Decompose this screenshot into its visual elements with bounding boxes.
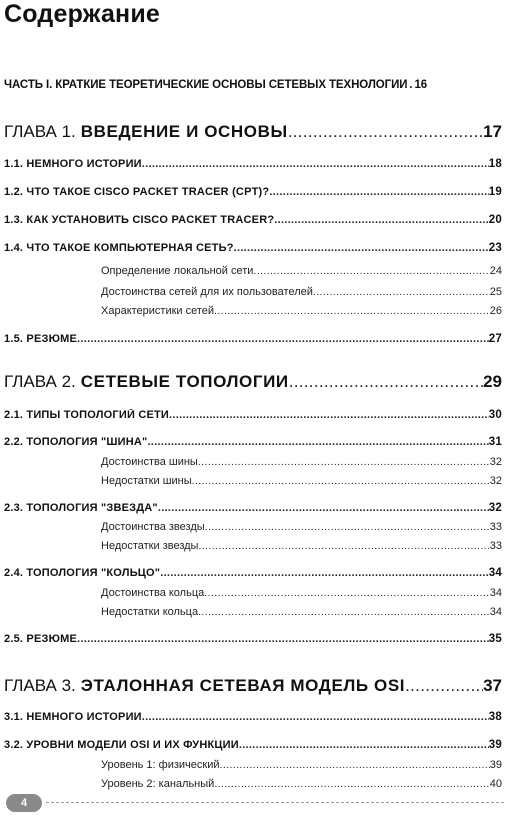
section-label: 2.1. ТИПЫ ТОПОЛОГИЙ СЕТИ xyxy=(4,409,170,421)
section-page: 34 xyxy=(488,567,502,579)
toc-section-1-2[interactable] xyxy=(4,186,502,198)
subsection-page: 24 xyxy=(489,265,502,277)
subsection-page: 39 xyxy=(489,759,502,771)
dot-leader xyxy=(160,567,489,579)
dot-leader xyxy=(142,711,489,723)
subsection-label: Недостатки кольца xyxy=(101,606,199,618)
toc-subsection[interactable] xyxy=(101,606,502,618)
subsection-page: 25 xyxy=(489,286,502,298)
dot-leader xyxy=(214,305,490,317)
section-page: 31 xyxy=(488,436,502,448)
subsection-label: Определение локальной сети xyxy=(101,265,254,277)
subsection-page: 40 xyxy=(489,778,502,790)
section-label: 1.3. КАК УСТАНОВИТЬ CISCO PACKET TRACER? xyxy=(4,214,275,226)
dot-leader xyxy=(274,214,489,226)
toc-section-2-4[interactable] xyxy=(4,567,502,579)
toc-chapter-1[interactable] xyxy=(4,122,502,142)
toc-section-2-1[interactable] xyxy=(4,409,502,421)
dot-leader xyxy=(253,265,489,277)
dot-leader xyxy=(220,759,490,771)
section-label: 2.4. ТОПОЛОГИЯ "КОЛЬЦО" xyxy=(4,567,161,579)
chapter-page: 17 xyxy=(483,122,502,141)
section-label: 2.3. ТОПОЛОГИЯ "ЗВЕЗДА" xyxy=(4,502,158,514)
dot-leader xyxy=(234,242,489,254)
dot-leader xyxy=(313,286,490,298)
chapter-prefix: ГЛАВА 3. xyxy=(4,676,76,695)
toc-subsection[interactable] xyxy=(101,540,502,552)
dot-leader xyxy=(269,186,488,198)
subsection-page: 33 xyxy=(489,540,502,552)
page-footer xyxy=(0,792,508,814)
chapter-prefix: ГЛАВА 2. xyxy=(4,372,76,391)
dot-leader xyxy=(142,158,489,170)
section-page: 27 xyxy=(488,333,502,345)
toc-section-2-5[interactable] xyxy=(4,633,502,645)
subsection-label: Характеристики сетей xyxy=(101,305,215,317)
toc-part-entry[interactable] xyxy=(4,79,502,91)
subsection-label: Недостатки звезды xyxy=(101,540,199,552)
dot-leader xyxy=(77,333,489,345)
subsection-page: 33 xyxy=(489,521,502,533)
section-label: 3.1. НЕМНОГО ИСТОРИИ xyxy=(4,711,142,723)
section-label: 1.5. РЕЗЮМЕ xyxy=(4,333,78,345)
toc-subsection[interactable] xyxy=(101,265,502,277)
section-label: 2.5. РЕЗЮМЕ xyxy=(4,633,78,645)
toc-chapter-3[interactable] xyxy=(4,676,502,696)
dot-leader xyxy=(289,372,483,392)
toc-subsection[interactable] xyxy=(101,778,502,790)
section-label: 2.2. ТОПОЛОГИЯ "ШИНА" xyxy=(4,436,148,448)
part-page: 16 xyxy=(414,79,428,91)
chapter-page: 29 xyxy=(483,372,502,391)
footer-divider xyxy=(46,802,504,803)
toc-section-3-2[interactable] xyxy=(4,739,502,751)
subsection-label: Достоинства шины xyxy=(101,456,198,468)
section-page: 20 xyxy=(488,214,502,226)
dot-leader xyxy=(198,540,489,552)
dot-leader xyxy=(239,739,489,751)
section-page: 19 xyxy=(488,186,502,198)
dot-leader xyxy=(405,676,483,696)
dot-leader xyxy=(198,606,490,618)
toc-subsection[interactable] xyxy=(101,587,502,599)
page-title: Содержание xyxy=(4,0,161,28)
section-label: 1.4. ЧТО ТАКОЕ КОМПЬЮТЕРНАЯ СЕТЬ? xyxy=(4,242,234,254)
section-label: 1.1. НЕМНОГО ИСТОРИИ xyxy=(4,158,142,170)
section-page: 35 xyxy=(488,633,502,645)
chapter-page: 37 xyxy=(483,676,502,695)
dot-leader xyxy=(169,409,489,421)
dot-leader xyxy=(147,436,488,448)
toc-subsection[interactable] xyxy=(101,521,502,533)
subsection-page: 32 xyxy=(489,475,502,487)
toc-section-1-1[interactable] xyxy=(4,158,502,170)
chapter-title: ВВЕДЕНИЕ И ОСНОВЫ xyxy=(80,122,288,141)
toc-section-1-4[interactable] xyxy=(4,242,502,254)
dot-leader xyxy=(214,778,489,790)
subsection-page: 34 xyxy=(489,587,502,599)
toc-subsection[interactable] xyxy=(101,286,502,298)
toc-section-2-3[interactable] xyxy=(4,502,502,514)
chapter-title: СЕТЕВЫЕ ТОПОЛОГИИ xyxy=(80,372,289,391)
dot-leader xyxy=(158,502,489,514)
section-page: 18 xyxy=(488,158,502,170)
chapter-prefix: ГЛАВА 1. xyxy=(4,122,76,141)
subsection-page: 34 xyxy=(489,606,502,618)
toc-section-1-5[interactable] xyxy=(4,333,502,345)
section-page: 30 xyxy=(488,409,502,421)
section-page: 23 xyxy=(488,242,502,254)
section-page: 38 xyxy=(488,711,502,723)
subsection-page: 26 xyxy=(489,305,502,317)
toc-subsection[interactable] xyxy=(101,475,502,487)
toc-section-3-1[interactable] xyxy=(4,711,502,723)
section-page: 39 xyxy=(488,739,502,751)
dot-leader xyxy=(192,475,490,487)
section-page: 32 xyxy=(488,502,502,514)
subsection-page: 32 xyxy=(489,456,502,468)
toc-subsection[interactable] xyxy=(101,759,502,771)
toc-section-1-3[interactable] xyxy=(4,214,502,226)
part-separator: . xyxy=(409,79,413,91)
subsection-label: Достоинства сетей для их пользователей xyxy=(101,286,313,298)
dot-leader xyxy=(205,521,490,533)
page-number-badge: 4 xyxy=(6,794,42,812)
toc-subsection[interactable] xyxy=(101,456,502,468)
subsection-label: Уровень 1: физический xyxy=(101,759,220,771)
subsection-label: Достоинства звезды xyxy=(101,521,205,533)
dot-leader xyxy=(198,456,490,468)
dot-leader xyxy=(77,633,489,645)
toc-chapter-2[interactable] xyxy=(4,372,502,392)
subsection-label: Недостатки шины xyxy=(101,475,192,487)
dot-leader xyxy=(288,122,483,142)
section-label: 3.2. УРОВНИ МОДЕЛИ OSI И ИХ ФУНКЦИИ xyxy=(4,739,239,751)
chapter-title: ЭТАЛОННАЯ СЕТЕВАЯ МОДЕЛЬ OSI xyxy=(80,676,406,695)
dot-leader xyxy=(204,587,489,599)
toc-section-2-2[interactable] xyxy=(4,436,502,448)
part-label: ЧАСТЬ I. КРАТКИЕ ТЕОРЕТИЧЕСКИЕ ОСНОВЫ СЕТЕВЫХ ТЕХНОЛОГИЙ xyxy=(4,79,408,91)
section-label: 1.2. ЧТО ТАКОЕ CISCO PACKET TRACER (CPT)? xyxy=(4,186,270,198)
subsection-label: Уровень 2: канальный xyxy=(101,778,215,790)
toc-subsection[interactable] xyxy=(101,305,502,317)
subsection-label: Достоинства кольца xyxy=(101,587,205,599)
